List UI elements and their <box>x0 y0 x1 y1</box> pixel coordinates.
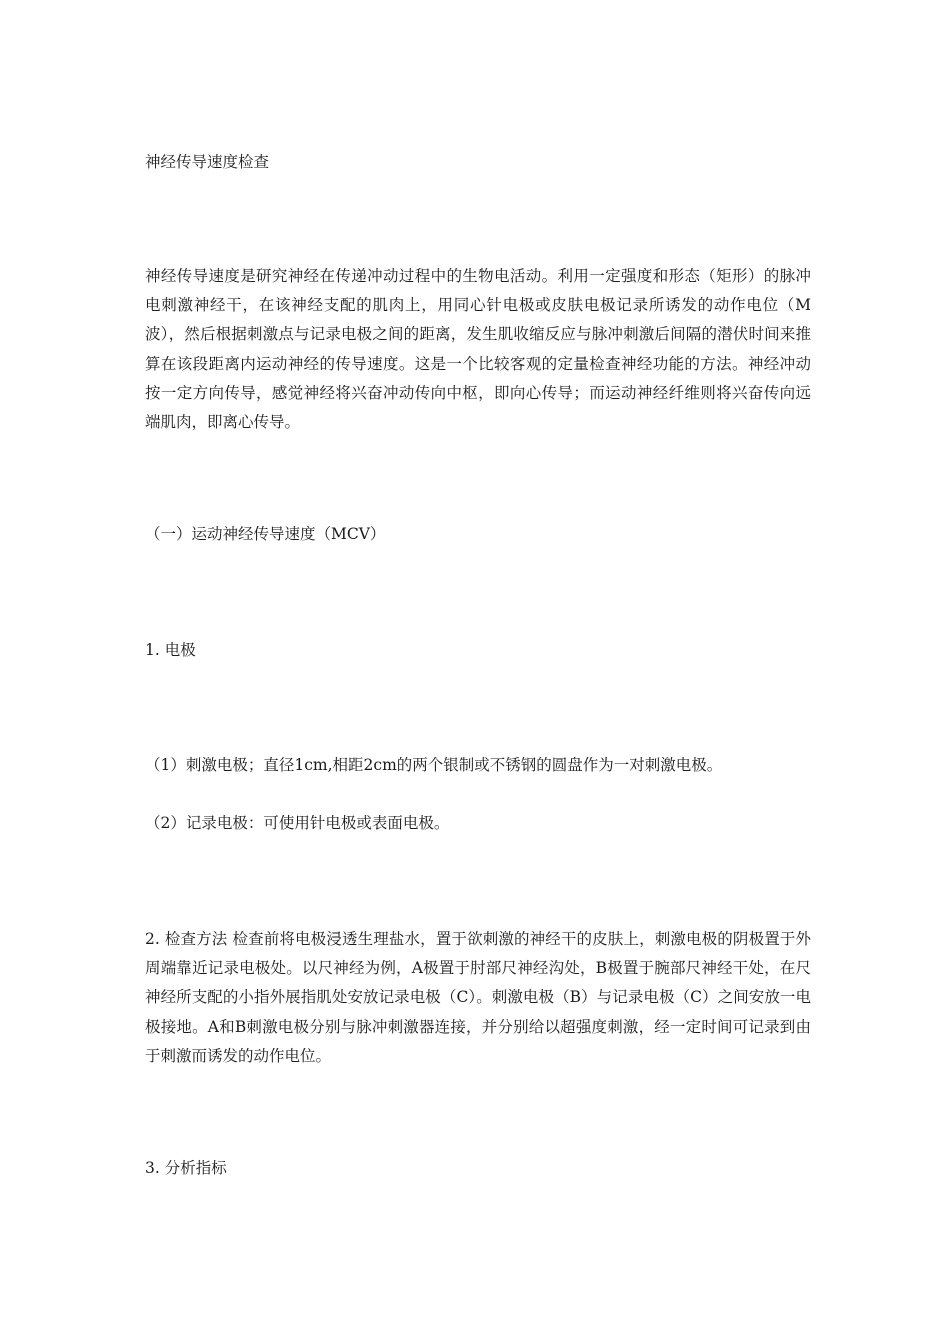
item-1-recording-electrode: （2）记录电极：可使用针电极或表面电极。 <box>145 814 450 832</box>
intro-paragraph: 神经传导速度是研究神经在传递冲动过程中的生物电活动。利用一定强度和形态（矩形）的脉冲电刺激神经干，在该神经支配的肌肉上，用同心针电极或皮肤电极记录所诱发的动作电位（M波），然后根据刺激点与记录电极之间的距离，发生肌收缩反应与脉冲刺激后间隔的潜伏时间来推算在该段距离内运动神经的传导速度。这是一个比较客观的定量检查神经功能的方法。神经冲动按一定方向传导，感觉神经将兴奋冲动传向中枢，即向心传导；而运动神经纤维则将兴奋传向远端肌肉，即离心传导。 <box>145 267 811 432</box>
section-heading: （一）运动神经传导速度（MCV） <box>145 525 386 543</box>
item-1-stimulating-electrode: （1）刺激电极；直径1cm,相距2cm的两个银制或不锈钢的圆盘作为一对刺激电极。 <box>145 756 723 774</box>
item-1-heading: 1. 电极 <box>145 641 196 659</box>
document-title: 神经传导速度检查 <box>145 153 270 171</box>
item-3-heading: 3. 分析指标 <box>145 1159 227 1177</box>
item-2-paragraph: 2. 检查方法 检查前将电极浸透生理盐水，置于欲刺激的神经干的皮肤上，刺激电极的阴极置于外周端靠近记录电极处。以尺神经为例，A极置于肘部尺神经沟处，B极置于腕部尺神经干处，在尺神经所支配的小指外展指肌处安放记录电极（C）。刺激电极（B）与记录电极（C）之间安放一电极接地。A和B刺激电极分别与脉冲刺激器连接，并分别给以超强度刺激，经一定时间可记录到由于刺激而诱发的动作电位。 <box>145 930 811 1065</box>
